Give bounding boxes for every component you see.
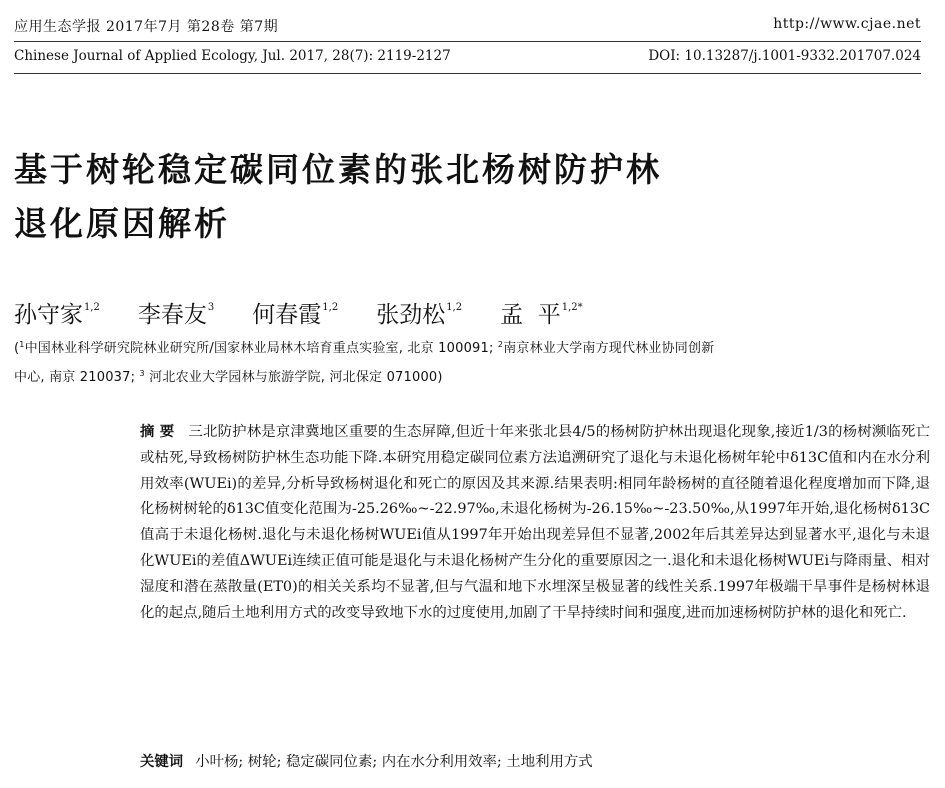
author-name: 李春友 [137, 302, 207, 328]
affiliations: ($^1$中国林业科学研究院林业研究所/国家林业局林木培育重点实验室, 北京 100091; $^2$南京林业大学南方现代林业协同创新 中心, 南京 210037; $^3$ 河北农业大学园林与旅游学院, 河北保定 071000) [14, 340, 715, 385]
journal-name-cn: 应用生态学报 2017年7月 第28卷 第7期 [14, 19, 279, 35]
author-affiliation-mark: 1,2 [446, 302, 463, 313]
affiliation-3: 河北农业大学园林与旅游学院, 河北保定 071000) [144, 370, 443, 385]
keywords-label: 关键词 [140, 754, 184, 770]
author-affiliation-mark: 3 [207, 302, 215, 313]
paper-title [14, 143, 874, 251]
affiliation-2-part-1: 南京林业大学南方现代林业协同创新 [503, 341, 715, 356]
journal-url[interactable]: http://www.cjae.net [773, 16, 921, 32]
affiliation-1: 中国林业科学研究院林业研究所/国家林业局林木培育重点实验室, 北京 100091; [24, 341, 498, 356]
keywords [140, 750, 593, 771]
author-name: 孟 平 [500, 302, 561, 328]
citation-divider [14, 73, 921, 74]
author-affiliation-mark: 1,2 [84, 302, 100, 313]
author [252, 296, 338, 329]
author-name: 张劲松 [376, 302, 446, 328]
author-affiliation-mark: 1,2 [322, 302, 339, 313]
affiliation-mark: 1 [19, 340, 25, 349]
journal-citation: Chinese Journal of Applied Ecology, Jul. 2017, 28(7): 2119-2127 [14, 48, 451, 64]
keywords-text: 小叶杨; 树轮; 稳定碳同位素; 内在水分利用效率; 土地利用方式 [195, 754, 593, 770]
abstract-text: 三北防护林是京津冀地区重要的生态屏障,但近十年来张北县4/5的杨树防护林出现退化现象,接近1/3的杨树濒临死亡或枯死,导致杨树防护林生态功能下降.本研究用稳定碳同位素方法追溯研究了退化与未退化杨树年轮中δ13C值和内在水分利用效率(WUEi)的差异,分析导致杨树退化和死亡的原因及其来源.结果表明:相同年龄杨树的直径随着退化程度增加而下降,退化杨树树轮的δ13C值变化范围为-25.26‰~-22.97‰,未退化杨树为-26.15‰~-23.50‰,从1997年开始,退化杨树δ13C值高于未退化杨树.退化与未退化杨树WUEi值从1997年开始出现差异但不显著,2002年后其差异达到显著水平,退化与未退化WUEi的差值ΔWUEi连续正值可能是退化与未退化杨树产生分化的重要原因之一.退化和未退化杨树WUEi与降雨量、相对湿度和潜在蒸散量(ET0)的相关关系均不显著,但与气温和地下水埋深呈极显著的线性关系.1997年极端干旱事件是杨树林退化的起点,随后土地利用方式的改变导致地下水的过度使用,加剧了干旱持续时间和强度,进而加速杨树防护林的退化和死亡. [140, 424, 930, 621]
author [14, 296, 100, 329]
title-line-1: 基于树轮稳定碳同位素的张北杨树防护林 [14, 150, 662, 189]
author [376, 296, 462, 329]
affiliation-2-part-2: 中心, 南京 210037; [14, 370, 140, 385]
journal-header [14, 16, 921, 36]
title-line-2: 退化原因解析 [14, 204, 230, 243]
doi[interactable]: DOI: 10.13287/j.1001-9332.201707.024 [648, 48, 921, 64]
affiliation-mark: 3 [139, 369, 145, 378]
author-name: 孙守家 [14, 302, 83, 328]
author [138, 296, 214, 329]
author-list [14, 296, 583, 329]
header-divider [14, 41, 921, 42]
author-affiliation-mark: 1,2* [561, 302, 583, 313]
affiliation-mark: 2 [497, 340, 504, 349]
author [500, 296, 583, 329]
citation-row [14, 48, 921, 64]
abstract-label: 摘 要 [140, 424, 175, 440]
author-name: 何春霞 [252, 302, 322, 328]
abstract [140, 420, 930, 626]
